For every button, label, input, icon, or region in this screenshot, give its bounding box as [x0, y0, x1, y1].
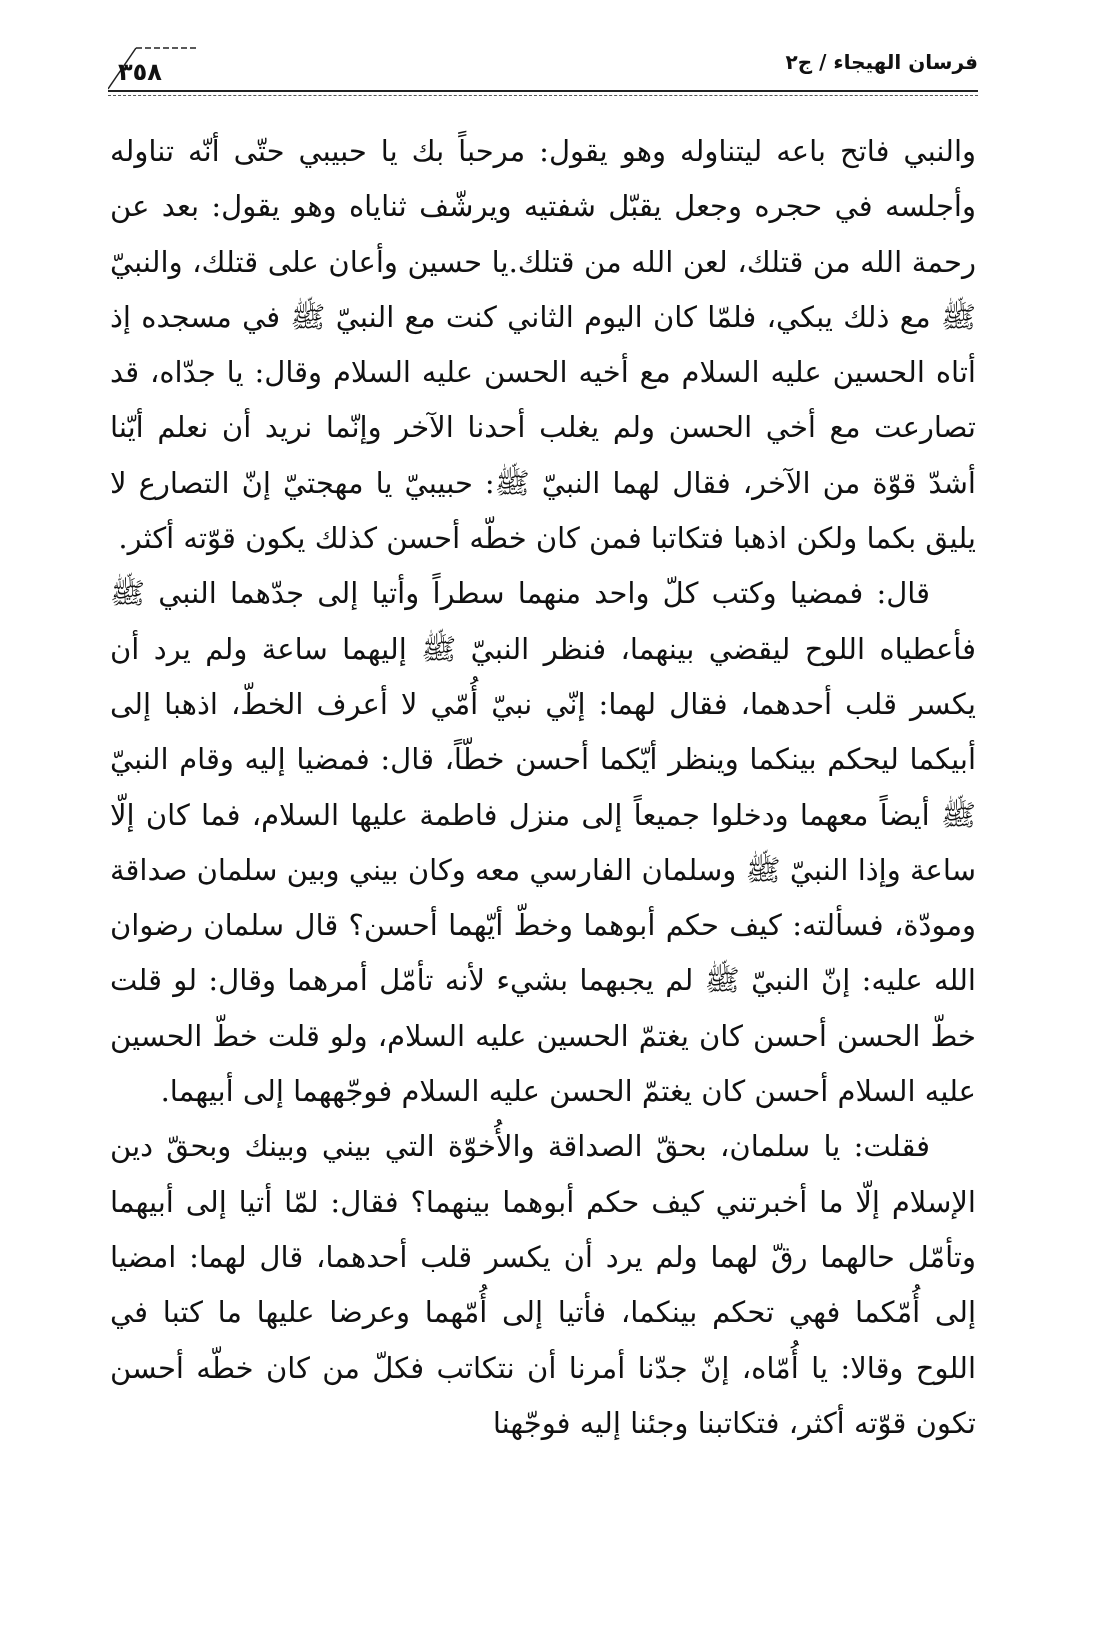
paragraph-2: قال: فمضيا وكتب كلّ واحد منهما سطراً وأتيا إلى جدّهما النبي ﷺ فأعطياه اللوح ليقضي بينهما، فنظر النبيّ ﷺ إليهما ساعة ولم يرد أن يكسر قلب أحدهما، فقال لهما: إنّي نبيّ أُمّي لا أعرف الخطّ، اذهبا إلى أبيكما ليحكم بينكما وينظر أيّكما أحسن خطّاً، قال: فمضيا إليه وقام النبيّ ﷺ أيضاً معهما ودخلوا جميعاً إلى منزل فاطمة عليها السلام، فما كان إلّا ساعة وإذا النبيّ ﷺ وسلمان الفارسي معه وكان بيني وبين سلمان صداقة ومودّة، فسألته: كيف حكم أبوهما وخطّ أيّهما أحسن؟ قال سلمان رضوان الله عليه: إنّ النبيّ ﷺ لم يجبهما بشيء لأنه تأمّل أمرهما وقال: لو قلت خطّ الحسن أحسن كان يغتمّ الحسين عليه السلام، ولو قلت خطّ الحسين عليه السلام أحسن كان يغتمّ الحسن عليه السلام فوجّههما إلى أبيهما.: [110, 576, 976, 1109]
header-rule-dashed: [108, 95, 978, 96]
running-title: فرسان الهيجاء / ج٢: [785, 50, 978, 74]
paragraph-1: والنبي فاتح باعه ليتناوله وهو يقول: مرحباً بك يا حبيبي حتّى أنّه تناوله وأجلسه في حجره وجعل يقبّل شفتيه ويرشّف ثناياه وهو يقول: بعد عن رحمة الله من قتلك، لعن الله من قتلك.يا حسين وأعان على قتلك، والنبيّ ﷺ مع ذلك يبكي، فلمّا كان اليوم الثاني كنت مع النبيّ ﷺ في مسجده إذ أتاه الحسين عليه السلام مع أخيه الحسن عليه السلام وقال: يا جدّاه، قد تصارعت مع أخي الحسن ولم يغلب أحدنا الآخر وإنّما نريد أن نعلم أيّنا أشدّ قوّة من الآخر، فقال لهما النبيّ ﷺ: حبيبيّ يا مهجتيّ إنّ التصارع لا يليق بكما ولكن اذهبا فتكاتبا فمن كان خطّه أحسن كذلك يكون قوّته أكثر.: [110, 134, 976, 556]
page-header: [108, 40, 978, 100]
paragraph-3: فقلت: يا سلمان، بحقّ الصداقة والأُخوّة التي بيني وبينك وبحقّ دين الإسلام إلّا ما أخبرتني كيف حكم أبوهما بينهما؟ فقال: لمّا أتيا إلى أبيهما وتأمّل حالهما رقّ لهما ولم يرد أن يكسر قلب أحدهما، قال لهما: امضيا إلى أُمّكما فهي تحكم بينكما، فأتيا إلى أُمّهما وعرضا عليها ما كتبا في اللوح وقالا: يا أُمّاه، إنّ جدّنا أمرنا أن نتكاتب فكلّ من كان خطّه أحسن تكون قوّته أكثر، فتكاتبنا وجئنا إليه فوجّهنا: [110, 1129, 976, 1440]
header-rule: [108, 90, 978, 92]
body-text: [110, 124, 976, 1451]
page-number: ٣٥٨: [118, 58, 162, 86]
